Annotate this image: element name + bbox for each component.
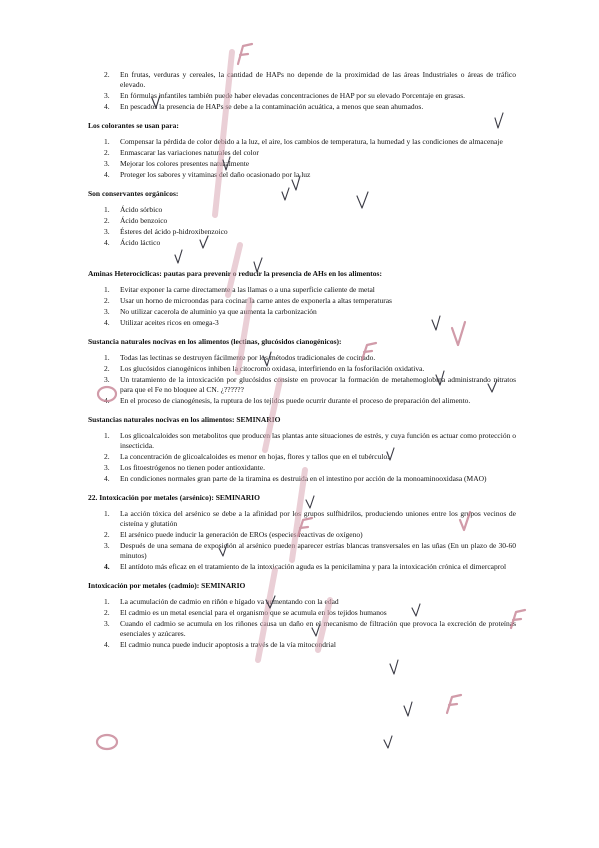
item-number: 3. bbox=[104, 463, 110, 472]
item-number: 4. bbox=[104, 318, 110, 327]
section-title: Sustancias naturales nocivas en los alimentos: SEMINARIO bbox=[88, 415, 281, 424]
answer-item bbox=[88, 70, 516, 90]
answer-item bbox=[88, 148, 516, 158]
answer-item bbox=[88, 170, 516, 180]
answer-item bbox=[88, 597, 516, 607]
item-number: 4. bbox=[104, 396, 110, 405]
item-number: 2. bbox=[104, 296, 110, 305]
item-number: 2. bbox=[104, 216, 110, 225]
answer-item bbox=[88, 608, 516, 618]
section-spacer bbox=[88, 257, 516, 269]
item-number: 1. bbox=[104, 285, 110, 294]
answer-list bbox=[88, 70, 516, 112]
item-number: 4. bbox=[104, 170, 110, 179]
item-text: Enmascarar las variaciones naturales del color bbox=[120, 148, 259, 157]
answer-list bbox=[88, 597, 516, 650]
answer-list bbox=[88, 431, 516, 484]
item-text: Ácido sórbico bbox=[120, 205, 163, 214]
item-text: La acumulación de cadmio en riñón e hígado va aumentando con la edad bbox=[120, 597, 339, 606]
answer-item bbox=[88, 541, 516, 561]
answer-item bbox=[88, 562, 516, 572]
item-number: 1. bbox=[104, 431, 110, 440]
item-number: 3. bbox=[104, 227, 110, 236]
question-section bbox=[88, 121, 516, 180]
item-text: Un tratamiento de la intoxicación por glucósidos consiste en provocar la formación de metahemoglobina administrando nitratos para que el Fe no bloquee al CN. ¿?????? bbox=[120, 375, 516, 394]
item-number: 1. bbox=[104, 205, 110, 214]
item-number: 2. bbox=[104, 530, 110, 539]
answer-item bbox=[88, 159, 516, 169]
item-text: En condiciones normales gran parte de la tiramina es destruida en el intestino por acción de la monoaminooxidasa (MAO) bbox=[120, 474, 487, 483]
question-section bbox=[88, 70, 516, 112]
answer-item bbox=[88, 640, 516, 650]
question-section bbox=[88, 581, 516, 650]
answer-list bbox=[88, 137, 516, 180]
question-section bbox=[88, 415, 516, 484]
question-section bbox=[88, 189, 516, 248]
item-number: 3. bbox=[104, 375, 110, 384]
item-text: En el proceso de cianogénesis, la ruptura de los tejidos puede ocurrir durante el proceso de preparación del alimento. bbox=[120, 396, 471, 405]
item-number: 2. bbox=[104, 70, 110, 79]
item-text: El cadmio es un metal esencial para el organismo que se acumula en los tejidos humanos bbox=[120, 608, 387, 617]
item-number: 1. bbox=[104, 509, 110, 518]
answer-item bbox=[88, 307, 516, 317]
check-mark bbox=[384, 736, 392, 748]
answer-item bbox=[88, 205, 516, 215]
question-section bbox=[88, 269, 516, 328]
answer-item bbox=[88, 364, 516, 374]
answer-item bbox=[88, 238, 516, 248]
item-number: 4. bbox=[104, 562, 110, 571]
section-title: 22. Intoxicación por metales (arsénico): SEMINARIO bbox=[88, 493, 260, 502]
item-text: Ácido láctico bbox=[120, 238, 161, 247]
item-text: Los fitoestrógenos no tienen poder antioxidante. bbox=[120, 463, 265, 472]
item-number: 3. bbox=[104, 307, 110, 316]
check-mark bbox=[390, 660, 398, 674]
item-text: En fórmulas infantiles también puede haber elevadas concentraciones de HAP por su elevado Porcentaje en grasas. bbox=[120, 91, 466, 100]
item-text: Evitar exponer la carne directamente a las llamas o a una superficie caliente de metal bbox=[120, 285, 375, 294]
answer-list bbox=[88, 353, 516, 406]
answer-item bbox=[88, 353, 516, 363]
answer-item bbox=[88, 452, 516, 462]
section-title: Intoxicación por metales (cadmio): SEMINARIO bbox=[88, 581, 246, 590]
item-text: En pescados la presencia de HAPs se debe a la contaminación acuática, a menos que sean ahumados. bbox=[120, 102, 424, 111]
item-text: La concentración de glicoalcaloides es menor en hojas, flores y tallos que en el tubérculo. bbox=[120, 452, 390, 461]
f-mark bbox=[447, 695, 461, 713]
answer-list bbox=[88, 509, 516, 572]
item-text: Todas las lectinas se destruyen fácilmente por los métodos tradicionales de cocinado. bbox=[120, 353, 376, 362]
answer-item bbox=[88, 318, 516, 328]
item-text: Proteger los sabores y vitaminas del daño ocasionado por la luz bbox=[120, 170, 311, 179]
answer-item bbox=[88, 509, 516, 529]
item-text: Mejorar los colores presentes naturalmente bbox=[120, 159, 250, 168]
item-number: 3. bbox=[104, 159, 110, 168]
answer-item bbox=[88, 137, 516, 147]
item-number: 2. bbox=[104, 452, 110, 461]
section-title: Aminas Heterocíclicas: pautas para prevenir o reducir la presencia de AHs en los alimentos: bbox=[88, 269, 382, 278]
answer-item bbox=[88, 431, 516, 451]
answer-item bbox=[88, 375, 516, 395]
document-content bbox=[88, 70, 516, 659]
check-mark bbox=[404, 702, 412, 716]
answer-item bbox=[88, 102, 516, 112]
answer-item bbox=[88, 227, 516, 237]
item-text: Los glicoalcaloides son metabolitos que producen las plantas ante situaciones de estrés, y cuya función es actuar como protección o insecticida. bbox=[120, 431, 516, 450]
answer-item bbox=[88, 296, 516, 306]
circle-mark bbox=[97, 735, 117, 749]
item-text: Compensar la pérdida de color debido a la luz, el aire, los cambios de temperatura, la humedad y las condiciones de almacenaje bbox=[120, 137, 503, 146]
item-number: 2. bbox=[104, 148, 110, 157]
item-number: 1. bbox=[104, 353, 110, 362]
item-text: Usar un horno de microondas para cocinar la carne antes de exponerla a altas temperaturas bbox=[120, 296, 392, 305]
item-text: El cadmio nunca puede inducir apoptosis a través de la vía mitocondrial bbox=[120, 640, 336, 649]
f-mark bbox=[238, 44, 252, 64]
item-number: 3. bbox=[104, 619, 110, 628]
section-title: Los colorantes se usan para: bbox=[88, 121, 179, 130]
answer-item bbox=[88, 530, 516, 540]
answer-item bbox=[88, 285, 516, 295]
answer-item bbox=[88, 463, 516, 473]
item-text: En frutas, verduras y cereales, la cantidad de HAPs no depende de la proximidad de las áreas Industriales o áreas de tráfico elevado. bbox=[120, 70, 516, 89]
answer-list bbox=[88, 205, 516, 248]
question-section bbox=[88, 493, 516, 572]
item-number: 3. bbox=[104, 541, 110, 550]
item-number: 3. bbox=[104, 91, 110, 100]
answer-item bbox=[88, 216, 516, 226]
item-number: 1. bbox=[104, 597, 110, 606]
item-text: Utilizar aceites ricos en omega-3 bbox=[120, 318, 219, 327]
item-number: 2. bbox=[104, 364, 110, 373]
section-title: Sustancia naturales nocivas en los alimentos (lectinas, glucósidos cianogénicos): bbox=[88, 337, 342, 346]
section-title: Son conservantes orgánicos: bbox=[88, 189, 179, 198]
item-text: Los glucósidos cianogénicos inhiben la citocromo oxidasa, interfiriendo en la fosforilación oxidativa. bbox=[120, 364, 425, 373]
item-number: 4. bbox=[104, 238, 110, 247]
question-section bbox=[88, 337, 516, 406]
item-text: No utilizar cacerola de aluminio ya que aumenta la carbonización bbox=[120, 307, 317, 316]
answer-list bbox=[88, 285, 516, 328]
item-number: 2. bbox=[104, 608, 110, 617]
item-number: 1. bbox=[104, 137, 110, 146]
item-text: Después de una semana de exposición al arsénico pueden aparecer estrías blancas transversales en las uñas (En un plazo de 30-60 minutos) bbox=[120, 541, 516, 560]
item-text: Cuando el cadmio se acumula en los riñones causa un daño en el mecanismo de filtración que provoca la excreción de proteínas esenciales y azúcares. bbox=[120, 619, 516, 638]
item-text: Ésteres del ácido p-hidroxibenzoico bbox=[120, 227, 228, 236]
answer-item bbox=[88, 396, 516, 406]
answer-item bbox=[88, 619, 516, 639]
item-number: 4. bbox=[104, 640, 110, 649]
item-text: Ácido benzoico bbox=[120, 216, 168, 225]
item-text: El antídoto más eficaz en el tratamiento de la intoxicación aguda es la penicilamina y para la intoxicación crónica el dimercaprol bbox=[120, 562, 507, 571]
item-number: 4. bbox=[104, 474, 110, 483]
answer-item bbox=[88, 91, 516, 101]
item-number: 4. bbox=[104, 102, 110, 111]
item-text: La acción tóxica del arsénico se debe a la afinidad por los grupos sulfhidrilos, produciendo uniones entre los grupos vecinos de cisteína y glutatión bbox=[120, 509, 516, 528]
item-text: El arsénico puede inducir la generación de EROs (especies reactivas de oxígeno) bbox=[120, 530, 363, 539]
answer-item bbox=[88, 474, 516, 484]
